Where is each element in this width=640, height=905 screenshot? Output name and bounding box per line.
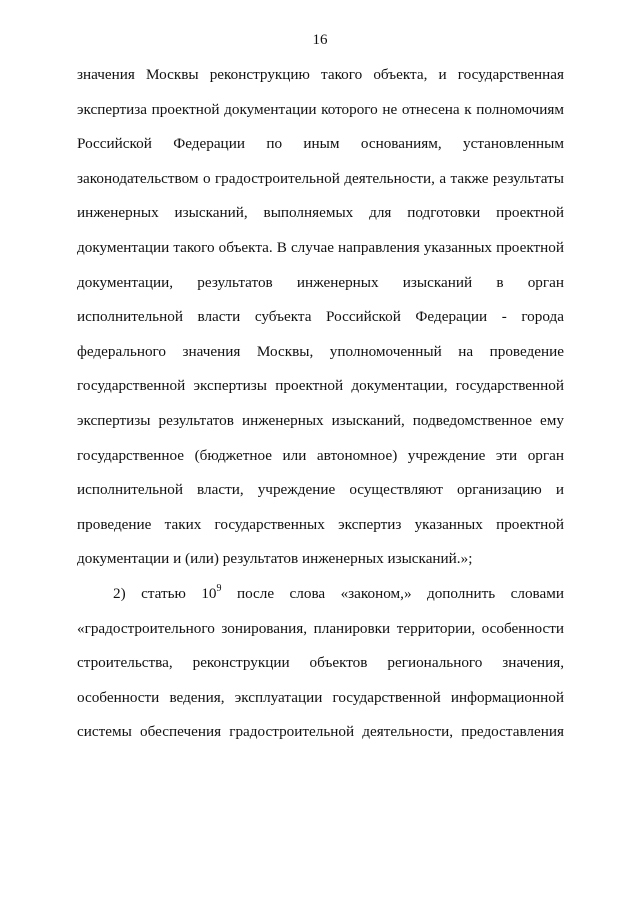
text-line: строительства, реконструкции объектов регионального значения, <box>77 654 564 672</box>
text-line: Российской Федерации по иным основаниям, установленным <box>77 135 564 153</box>
text-line: документации, результатов инженерных изысканий в орган <box>77 273 564 291</box>
text-line-first <box>77 584 564 619</box>
text-line: государственное (бюджетное или автономное) учреждение эти орган <box>77 446 564 464</box>
text-line: экспертиза проектной документации которого не отнесена к полномочиям <box>77 100 564 118</box>
text-line: «градостроительного зонирования, планировки территории, особенности <box>77 619 564 637</box>
text-line: исполнительной власти субъекта Российской Федерации - города <box>77 308 564 326</box>
article-superscript: 9 <box>216 582 222 594</box>
text-line: инженерных изысканий, выполняемых для подготовки проектной <box>77 204 564 222</box>
text-line: федерального значения Москвы, уполномоченный на проведение <box>77 342 564 360</box>
document-body <box>77 65 564 757</box>
text-line: особенности ведения, эксплуатации государственной информационной <box>77 688 564 706</box>
paragraph-item-2 <box>77 584 564 757</box>
text-line-last: документации и (или) результатов инженерных изысканий.»; <box>77 550 473 568</box>
text-line: системы обеспечения градостроительной деятельности, предоставления <box>77 723 564 741</box>
text-line: значения Москвы реконструкцию такого объекта, и государственная <box>77 66 564 83</box>
page-number: 16 <box>312 32 328 48</box>
paragraph-continued <box>77 65 564 584</box>
item-2-prefix: 2) статью 10 <box>113 584 217 602</box>
text-line: проведение таких государственных экспертиз указанных проектной <box>77 515 564 533</box>
text-line: государственной экспертизы проектной документации, государственной <box>77 377 564 395</box>
text-line: исполнительной власти, учреждение осуществляют организацию и <box>77 481 564 499</box>
item-2-suffix: после слова «законом,» дополнить словами <box>221 584 564 602</box>
text-line: документации такого объекта. В случае направления указанных проектной <box>77 238 564 256</box>
text-line: экспертизы результатов инженерных изысканий, подведомственное ему <box>77 411 564 429</box>
text-line: законодательством о градостроительной деятельности, а также результаты <box>77 169 564 187</box>
